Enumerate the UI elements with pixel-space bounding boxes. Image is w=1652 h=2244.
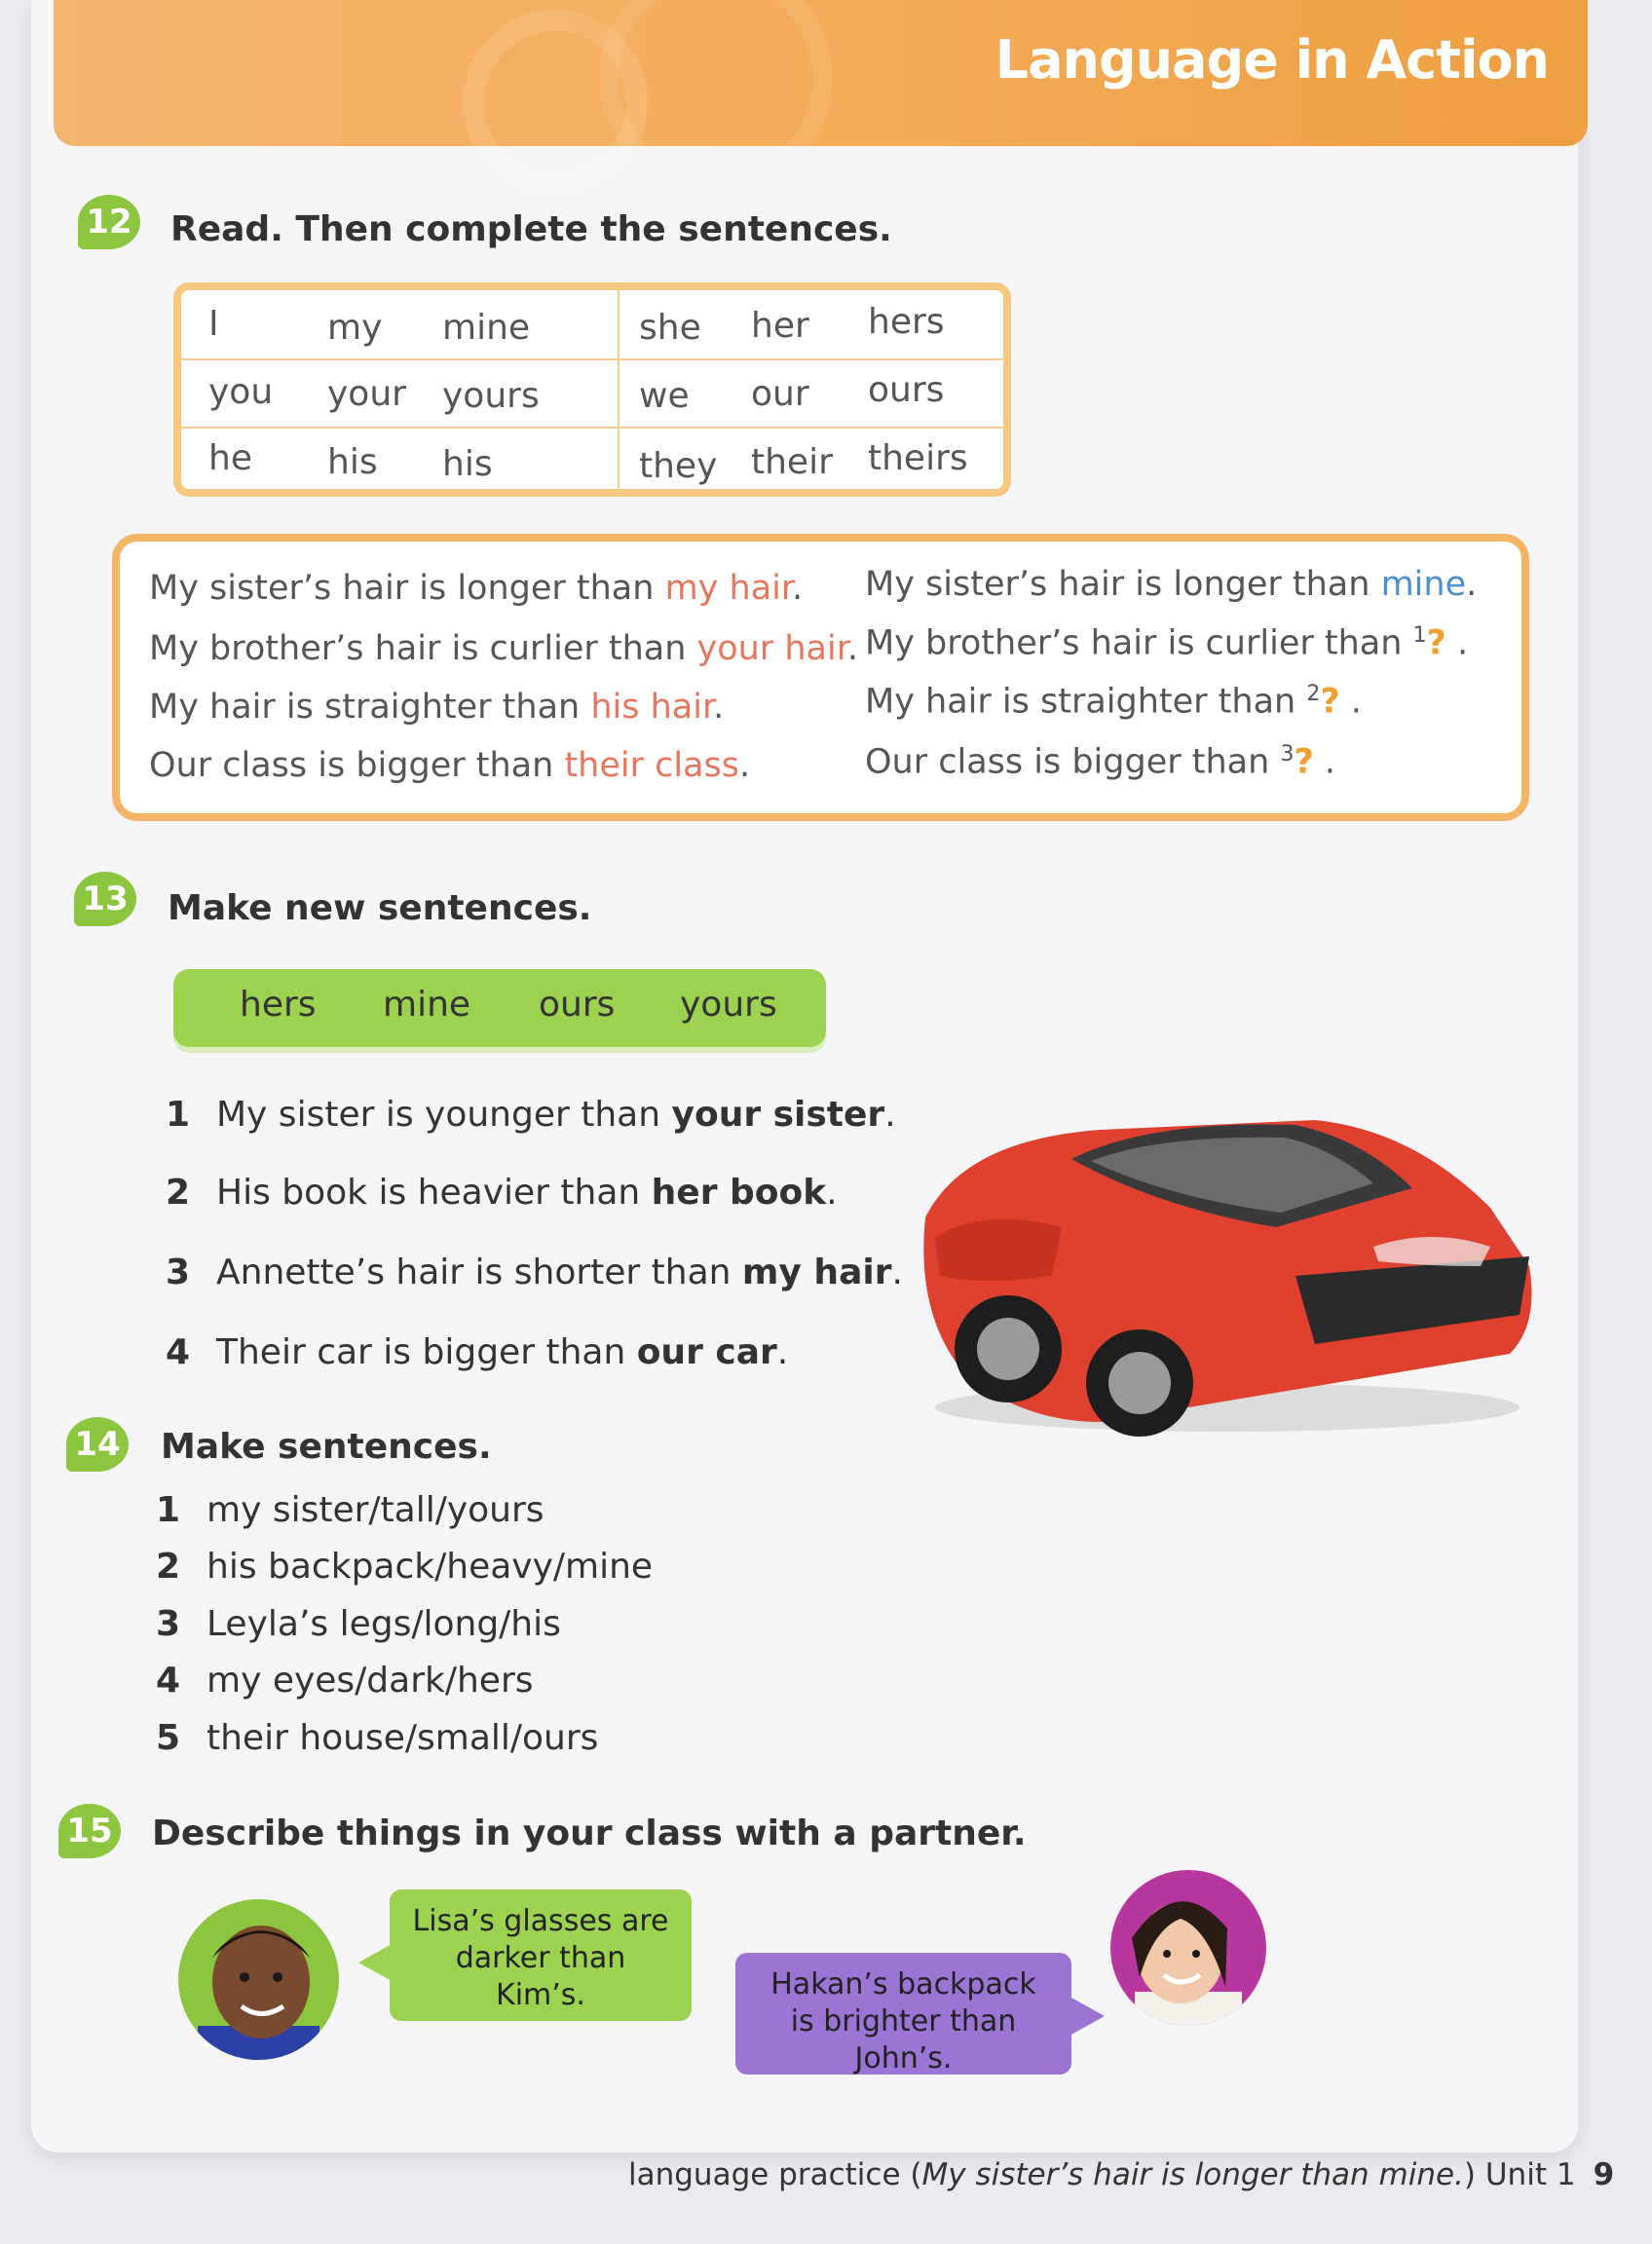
exercise-13-item: 4 Their car is bigger than our car.	[166, 1332, 789, 1372]
table-cell: my	[327, 308, 383, 348]
grammar-sentence-left: Our class is bigger than their class.	[149, 746, 751, 785]
exercise-13-item: 3 Annette’s hair is shorter than my hair.	[166, 1253, 903, 1292]
grammar-sentence-right: Our class is bigger than $^3$? .	[865, 742, 1336, 782]
table-divider	[618, 290, 620, 489]
boy-face-icon	[178, 1899, 339, 2060]
table-cell: your	[327, 374, 406, 414]
grammar-sentence-right: My hair is straighter than $^2$? .	[865, 682, 1362, 722]
exercise-14-item: 3 Leyla’s legs/long/his	[156, 1604, 561, 1644]
grammar-sentence-right: My brother’s hair is curlier than $^1$? .	[865, 623, 1469, 663]
table-cell: her	[751, 306, 809, 346]
exercise-14-badge: 14	[66, 1417, 129, 1472]
exercise-12-instruction: Read. Then complete the sentences.	[170, 209, 892, 249]
table-cell: he	[208, 438, 252, 478]
table-cell: she	[639, 308, 701, 348]
table-cell: you	[208, 372, 274, 412]
boy-avatar	[178, 1899, 339, 2060]
exercise-12-badge: 12	[78, 195, 140, 249]
table-cell: hers	[868, 302, 945, 342]
grammar-box	[112, 534, 1529, 821]
pronoun-table	[173, 282, 1011, 497]
exercise-14-item: 1 my sister/tall/yours	[156, 1490, 544, 1530]
exercise-13-instruction: Make new sentences.	[168, 888, 592, 928]
exercise-15-instruction: Describe things in your class with a partner.	[152, 1814, 1027, 1853]
girl-avatar	[1110, 1870, 1266, 2026]
exercise-13-item: 2 His book is heavier than her book.	[166, 1173, 838, 1213]
table-cell: our	[751, 374, 809, 414]
speech-bubble-girl: Hakan’s backpack is brighter than John’s.	[735, 1953, 1071, 2075]
grammar-sentence-left: My hair is straighter than his hair.	[149, 688, 725, 727]
girl-face-icon	[1110, 1870, 1266, 2026]
exercise-14-item: 5 their house/small/ours	[156, 1718, 599, 1758]
blank-icon: ?	[1426, 623, 1446, 663]
word-bank-item: yours	[680, 985, 777, 1025]
page-number: 9	[1593, 2157, 1615, 2192]
page-footer: language practice (My sister’s hair is longer than mine.) Unit 1 9	[628, 2157, 1615, 2192]
speech-bubble-boy: Lisa’s glasses are darker than Kim’s.	[390, 1889, 692, 2021]
table-cell: his	[327, 442, 378, 482]
exercise-14-instruction: Make sentences.	[161, 1427, 492, 1467]
word-bank-item: hers	[240, 985, 317, 1025]
table-cell: they	[639, 446, 718, 486]
table-cell: their	[751, 442, 833, 482]
grammar-sentence-left: My brother’s hair is curlier than your hair.	[149, 629, 859, 668]
bubble-tail-icon	[358, 1943, 394, 1982]
grammar-sentence-right: My sister’s hair is longer than mine.	[865, 565, 1478, 604]
red-car-icon	[906, 1101, 1549, 1441]
blank-icon: ?	[1294, 742, 1314, 782]
table-cell: we	[639, 376, 690, 416]
word-bank-item: mine	[383, 985, 471, 1025]
table-row-line	[181, 358, 1003, 360]
table-cell: his	[442, 444, 493, 484]
blank-icon: ?	[1320, 682, 1340, 722]
bubble-tail-icon	[1070, 1997, 1105, 2036]
table-cell: I	[208, 304, 219, 344]
word-bank	[173, 969, 826, 1047]
exercise-13-item: 1 My sister is younger than your sister.	[166, 1095, 896, 1135]
header-title: Language in Action	[995, 29, 1549, 91]
exercise-14-item: 4 my eyes/dark/hers	[156, 1661, 534, 1701]
table-cell: ours	[868, 370, 945, 410]
table-cell: mine	[442, 308, 531, 348]
table-cell: yours	[442, 376, 540, 416]
table-row-line	[181, 427, 1003, 429]
exercise-15-badge: 15	[58, 1804, 121, 1858]
grammar-sentence-left: My sister’s hair is longer than my hair.	[149, 569, 804, 608]
header-banner	[54, 0, 1588, 146]
word-bank-item: ours	[539, 985, 616, 1025]
exercise-14-item: 2 his backpack/heavy/mine	[156, 1547, 654, 1587]
table-cell: theirs	[868, 438, 968, 478]
exercise-13-badge: 13	[74, 872, 136, 926]
